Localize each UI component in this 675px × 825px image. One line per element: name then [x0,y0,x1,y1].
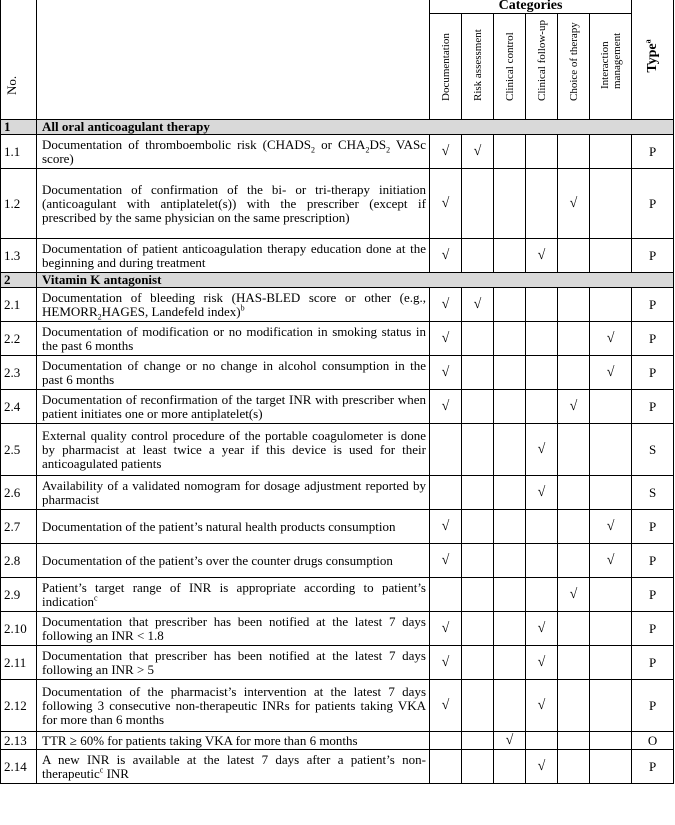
col-choice-of-therapy: Choice of therapy [558,14,590,120]
table-row: 2.9 Patient’s target range of INR is appropriate according to patient’s indication$^c$ √ P [1,578,674,612]
check-mark: √ [462,288,494,322]
check-mark: √ [590,510,632,544]
col-documentation: Documentation [430,14,462,120]
categories-header: Categories [430,0,632,14]
table-row: 2.1 Documentation of bleeding risk (HAS-BLED score or other (e.g., $HEMORR_2HAGES$, Landefeld index)$^b$ √ √ P [1,288,674,322]
check-mark: √ [558,169,590,239]
col-clinical-control: Clinical control [494,14,526,120]
check-mark: √ [430,239,462,273]
table-row: 2.10 Documentation that prescriber has been notified at the latest 7 days following an INR < 1.8 √ √ P [1,612,674,646]
check-mark: √ [590,322,632,356]
table-row: 2.13 TTR ≥ 60% for patients taking VKA for more than 6 months √ O [1,732,674,750]
check-mark: √ [430,544,462,578]
header-row-1 [1,0,674,14]
check-mark: √ [494,732,526,750]
table-row: 2.12 Documentation of the pharmacist’s intervention at the latest 7 days following 3 consecutive non-therapeutic INRs for patients taking VKA for more than 6 months √ √ P [1,680,674,732]
section-row-1: 1 All oral anticoagulant therapy [1,120,674,135]
check-mark: √ [462,135,494,169]
table-row: 2.3 Documentation of change or no change in alcohol consumption in the past 6 months √ √ P [1,356,674,390]
check-mark: √ [430,288,462,322]
check-mark: √ [430,390,462,424]
check-mark: √ [526,476,558,510]
col-interaction-management: Interaction management [590,14,632,120]
check-mark: √ [526,680,558,732]
description-header [37,0,430,120]
table-row: 1.1 Documentation of thromboembolic risk ($CHADS_2$ or $CHA_2DS_2$ VASc score) √ √ P [1,135,674,169]
check-mark: √ [526,239,558,273]
check-mark: √ [430,680,462,732]
table-row: 2.2 Documentation of modification or no modification in smoking status in the past 6 months √ √ P [1,322,674,356]
check-mark: √ [558,578,590,612]
table-row: 1.3 Documentation of patient anticoagulation therapy education done at the beginning and during treatment √ √ P [1,239,674,273]
table-row: 2.11 Documentation that prescriber has been notified at the latest 7 days following an INR > 5 √ √ P [1,646,674,680]
table-row: 1.2 Documentation of confirmation of the bi- or tri-therapy initiation (anticoagulant with antiplatelet(s)) with the prescriber (except if prescribed by the same physician on the same prescription) √ √ P [1,169,674,239]
col-risk-assessment: Risk assessment [462,14,494,120]
check-mark: √ [526,750,558,784]
check-mark: √ [430,135,462,169]
table-row: 2.8 Documentation of the patient’s over the counter drugs consumption √ √ P [1,544,674,578]
table-row: 2.14 A new INR is available at the latest 7 days after a patient’s non-therapeutic$^c$ INR √ P [1,750,674,784]
check-mark: √ [590,356,632,390]
col-clinical-follow-up: Clinical follow-up [526,14,558,120]
check-mark: √ [430,510,462,544]
check-mark: √ [430,169,462,239]
check-mark: √ [430,356,462,390]
check-mark: √ [430,646,462,680]
table-row: 2.7 Documentation of the patient’s natural health products consumption √ √ P [1,510,674,544]
check-mark: √ [558,390,590,424]
check-mark: √ [430,612,462,646]
check-mark: √ [526,424,558,476]
section-row-2: 2 Vitamin K antagonist [1,273,674,288]
table-row: 2.4 Documentation of reconfirmation of the target INR with prescriber when patient initiates one or more antiplatelet(s) √ √ P [1,390,674,424]
check-mark: √ [430,322,462,356]
check-mark: √ [526,646,558,680]
no-header: No. [1,0,37,120]
check-mark: √ [590,544,632,578]
table-row: 2.6 Availability of a validated nomogram for dosage adjustment reported by pharmacist √ S [1,476,674,510]
type-header: Type$^a$ [632,0,674,120]
check-mark: √ [526,612,558,646]
table-row: 2.5 External quality control procedure of the portable coagulometer is done by pharmacist at least twice a year if this device is used for their anticoagulated patients √ S [1,424,674,476]
